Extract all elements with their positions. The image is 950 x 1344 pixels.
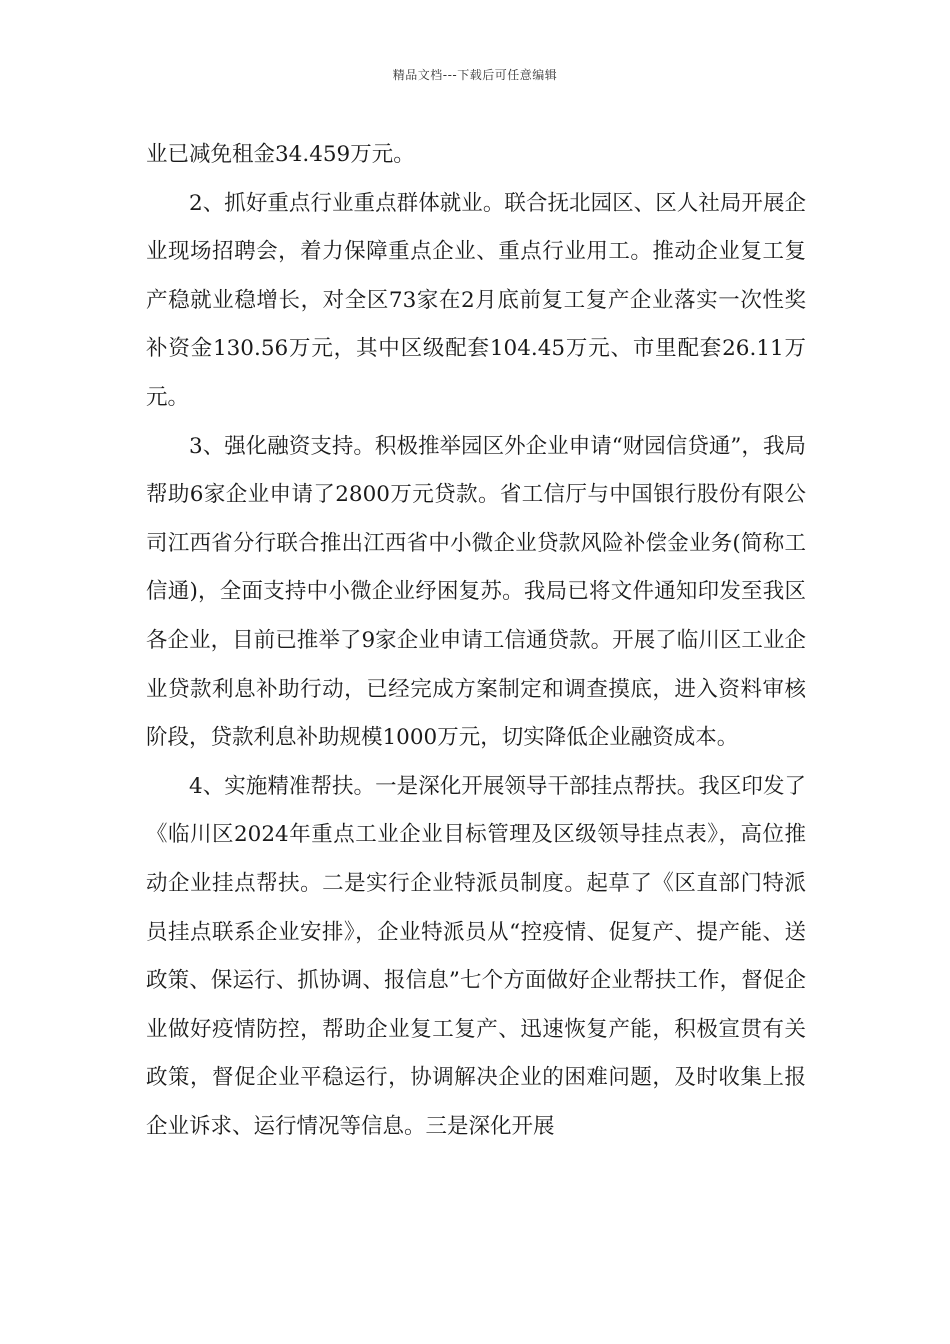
paragraph-employment: 2、抓好重点行业重点群体就业。联合抚北园区、区人社局开展企业现场招聘会，着力保障重点企业、重点行业用工。推动企业复工复产稳就业稳增长，对全区73家在2月底前复工复产企业落实一次性奖补资金130.56万元，其中区级配套104.45万元、市里配套26.11万元。	[146, 190, 806, 410]
document-body	[146, 131, 806, 1151]
paragraph-continuation: 业已减免租金34.459万元。	[146, 142, 415, 167]
paragraph-assistance: 4、实施精准帮扶。一是深化开展领导干部挂点帮扶。我区印发了《临川区2024年重点工业企业目标管理及区级领导挂点表》，高位推动企业挂点帮扶。二是实行企业特派员制度。起草了《区直部门特派员挂点联系企业安排》，企业特派员从“控疫情、促复产、提产能、送政策、保运行、抓协调、报信息”七个方面做好企业帮扶工作，督促企业做好疫情防控，帮助企业复工复产、迅速恢复产能，积极宣贯有关政策，督促企业平稳运行，协调解决企业的困难问题，及时收集上报企业诉求、运行情况等信息。三是深化开展	[146, 773, 806, 1139]
paragraph-financing: 3、强化融资支持。积极推举园区外企业申请“财园信贷通”，我局帮助6家企业申请了2800万元贷款。省工信厅与中国银行股份有限公司江西省分行联合推出江西省中小微企业贷款风险补偿金业务(简称工信通)，全面支持中小微企业纾困复苏。我局已将文件通知印发至我区各企业，目前已推举了9家企业申请工信通贷款。开展了临川区工业企业贷款利息补助行动，已经完成方案制定和调查摸底，进入资料审核阶段，贷款利息补助规模1000万元，切实降低企业融资成本。	[146, 433, 806, 751]
page-header: 精品文档---下载后可任意编辑	[392, 68, 558, 82]
